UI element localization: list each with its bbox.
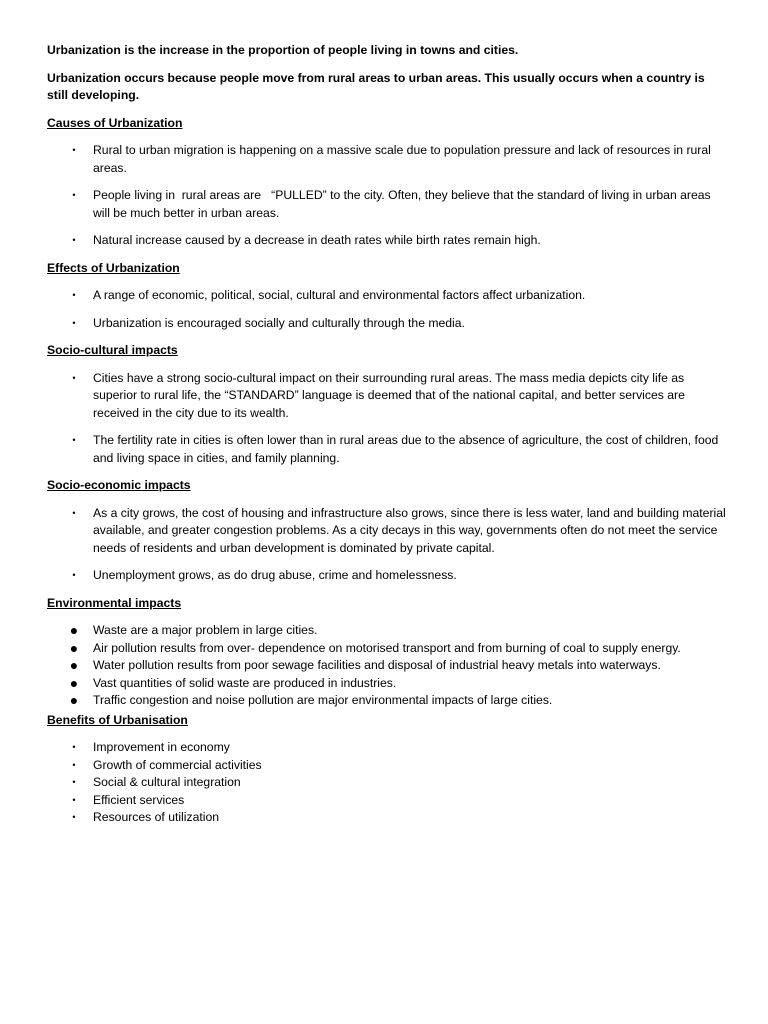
list-item — [47, 287, 727, 305]
bullet-icon: • — [72, 812, 76, 822]
list-item — [47, 657, 727, 675]
list-item-text: Rural to urban migration is happening on a massive scale due to population pressure and lack of resources in rural areas. — [93, 143, 711, 175]
list-environmental — [47, 622, 727, 710]
bullet-icon: • — [72, 794, 76, 805]
bullet-icon: • — [72, 570, 76, 580]
list-item-text: Vast quantities of solid waste are produced in industries. — [93, 675, 397, 690]
list-item-text: Social & cultural integration — [93, 775, 241, 789]
list-item-text: Efficient services — [93, 792, 185, 807]
list-item — [47, 774, 727, 792]
list-item — [47, 505, 727, 558]
list-benefits — [47, 739, 727, 827]
heading-socio-economic: Socio-economic impacts — [47, 478, 191, 492]
list-item — [47, 622, 727, 640]
list-item — [47, 232, 727, 250]
bullet-icon: • — [72, 190, 76, 200]
intro-explanation: Urbanization occurs because people move from rural areas to urban areas. This usually occurs when a country is still developing. — [47, 70, 705, 102]
list-item — [47, 757, 727, 775]
list-item-text: A range of economic, political, social, cultural and environmental factors affect urbanization. — [93, 288, 586, 302]
list-causes — [47, 142, 727, 250]
list-item-text: Improvement in economy — [93, 740, 230, 754]
heading-benefits: Benefits of Urbanisation — [47, 712, 188, 727]
list-item — [47, 692, 727, 710]
list-item-text: Waste are a major problem in large cities. — [93, 623, 318, 637]
bullet-icon: • — [72, 759, 76, 770]
list-item-text: Traffic congestion and noise pollution are major environmental impacts of large cities. — [93, 693, 553, 707]
list-socio-cultural — [47, 370, 727, 468]
bullet-icon: • — [72, 435, 76, 445]
list-item-text: Natural increase caused by a decrease in death rates while birth rates remain high. — [93, 233, 541, 247]
list-item — [47, 315, 727, 333]
bullet-icon: • — [72, 742, 76, 752]
bullet-icon: • — [72, 235, 76, 245]
list-item — [47, 187, 727, 222]
bullet-icon: • — [72, 290, 76, 300]
list-effects — [47, 287, 727, 332]
intro-definition: Urbanization is the increase in the proportion of people living in towns and cities. — [47, 43, 519, 57]
list-socio-economic — [47, 505, 727, 585]
heading-socio-cultural: Socio-cultural impacts — [47, 343, 178, 357]
bullet-icon: ● — [69, 657, 79, 673]
list-item — [47, 567, 727, 585]
list-item — [47, 792, 727, 810]
list-item-text: Air pollution results from over- dependence on motorised transport and from burning of coal to supply energy. — [93, 640, 681, 655]
list-item — [47, 432, 727, 467]
bullet-icon: • — [72, 777, 76, 787]
bullet-icon: ● — [69, 692, 79, 708]
list-item — [47, 142, 727, 177]
list-item-text: Resources of utilization — [93, 810, 219, 824]
list-item — [47, 675, 727, 693]
list-item-text: People living in rural areas are “PULLED” to the city. Often, they believe that the standard of living in urban areas will be much better in urban areas. — [93, 188, 714, 220]
heading-causes: Causes of Urbanization — [47, 115, 183, 130]
bullet-icon: • — [72, 145, 76, 155]
bullet-icon: ● — [69, 622, 79, 638]
list-item-text: Growth of commercial activities — [93, 757, 262, 772]
list-item — [47, 739, 727, 757]
bullet-icon: ● — [69, 674, 79, 691]
bullet-icon: • — [72, 372, 76, 383]
bullet-icon: • — [72, 317, 76, 328]
list-item-text: Cities have a strong socio-cultural impact on their surrounding rural areas. The mass media depicts city life as superior to rural life, the “STANDARD” language is deemed that of the national capital, and better services are received in the city due to its wealth. — [93, 370, 685, 420]
list-item — [47, 809, 727, 827]
list-item-text: Urbanization is encouraged socially and culturally through the media. — [93, 315, 465, 330]
list-item-text: Unemployment grows, as do drug abuse, crime and homelessness. — [93, 568, 457, 582]
list-item-text: The fertility rate in cities is often lower than in rural areas due to the absence of agriculture, the cost of children, food and living space in cities, and family planning. — [93, 433, 719, 465]
bullet-icon: ● — [69, 639, 79, 656]
bullet-icon: • — [72, 507, 76, 518]
list-item — [47, 640, 727, 658]
heading-environmental: Environmental impacts — [47, 595, 182, 610]
list-item-text: As a city grows, the cost of housing and infrastructure also grows, since there is less water, land and building material available, and greater congestion problems. As a city decays in this way, governments often do not meet the service needs of residents and urban development is dominated by private capital. — [93, 505, 726, 555]
document-body — [47, 42, 727, 829]
list-item — [47, 370, 727, 423]
list-item-text: Water pollution results from poor sewage facilities and disposal of industrial heavy metals into waterways. — [93, 658, 661, 672]
heading-effects: Effects of Urbanization — [47, 260, 180, 275]
